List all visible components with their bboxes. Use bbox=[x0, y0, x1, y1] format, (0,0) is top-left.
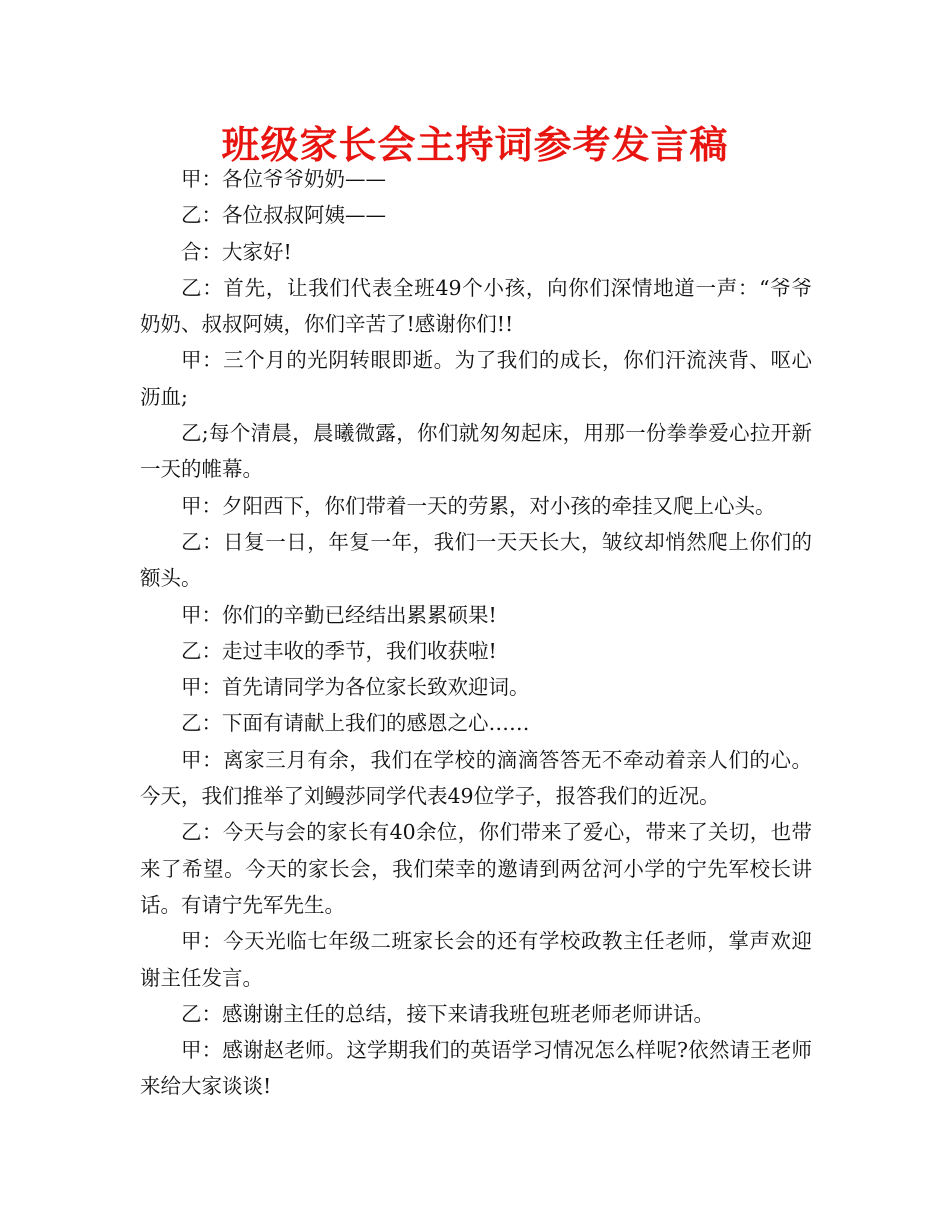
paragraph-3: 合：大家好! bbox=[181, 239, 292, 264]
paragraph-16: 乙：感谢谢主任的总结，接下来请我班包班老师老师讲话。 bbox=[181, 1001, 714, 1026]
paragraph-7: 甲：夕阳西下，你们带着一天的劳累，对小孩的牵挂又爬上心头。 bbox=[181, 493, 776, 518]
paragraph-15: 甲：今天光临七年级二班家长会的还有学校政教主任老师，掌声欢迎谢主任发言。 bbox=[140, 929, 812, 990]
paragraph-2: 乙：各位叔叔阿姨—— bbox=[181, 203, 386, 228]
paragraph-14: 乙：今天与会的家长有40余位，你们带来了爱心，带来了关切，也带来了希望。今天的家长会，我们荣幸的邀请到两岔河小学的宁先军校长讲话。有请宁先军先生。 bbox=[140, 820, 812, 917]
paragraph-4: 乙：首先，让我们代表全班49个小孩，向你们深情地道一声：“爷爷奶奶、叔叔阿姨，你们辛苦了!感谢你们!! bbox=[140, 275, 812, 337]
paragraph-6: 乙;每个清晨，晨曦微露，你们就匆匆起床，用那一份拳拳爱心拉开新一天的帷幕。 bbox=[140, 421, 812, 482]
paragraph-11: 甲：首先请同学为各位家长致欢迎词。 bbox=[181, 675, 530, 700]
paragraph-13: 甲：离家三月有余，我们在学校的滴滴答答无不牵动着亲人们的心。今天，我们推举了刘鳗莎同学代表49位学子，报答我们的近况。 bbox=[140, 747, 812, 809]
document-body bbox=[140, 161, 812, 1105]
paragraph-1: 甲：各位爷爷奶奶—— bbox=[181, 167, 386, 191]
paragraph-17: 甲：感谢赵老师。这学期我们的英语学习情况怎么样呢?依然请王老师来给大家谈谈! bbox=[140, 1038, 812, 1099]
paragraph-8: 乙：日复一日，年复一年，我们一天天长大，皱纹却悄然爬上你们的额头。 bbox=[140, 529, 812, 591]
document-title: 班级家长会主持词参考发言稿 bbox=[221, 123, 729, 167]
paragraph-9: 甲：你们的辛勤已经结出累累硕果! bbox=[181, 602, 497, 627]
paragraph-10: 乙：走过丰收的季节，我们收获啦! bbox=[181, 638, 497, 663]
paragraph-5: 甲：三个月的光阴转眼即逝。为了我们的成长，你们汗流浃背、呕心沥血; bbox=[140, 348, 812, 409]
paragraph-12: 乙：下面有请献上我们的感恩之心…… bbox=[181, 711, 530, 736]
